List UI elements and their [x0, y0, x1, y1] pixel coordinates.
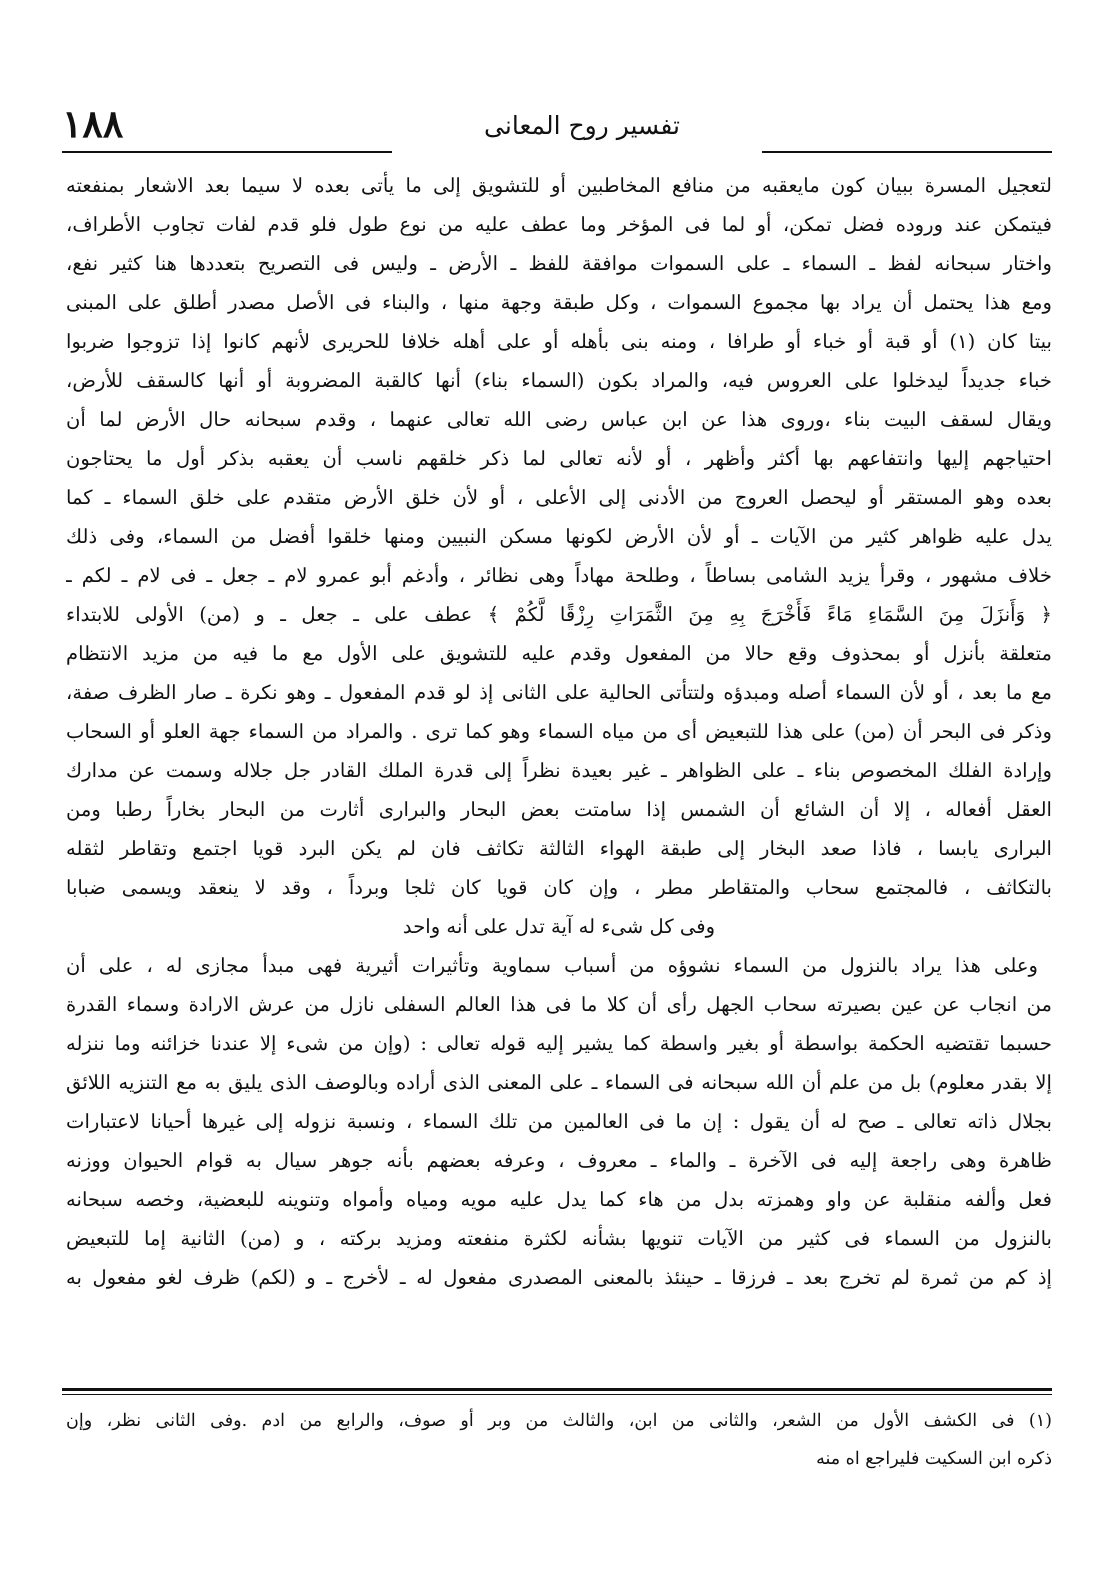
- text-line: إلا بقدر معلوم) بل من علم أن الله سبحانه فى السماء ـ على المعنى الذى أراده وبالوصف الذى يليق به مع التنزيه اللائق: [66, 1071, 1052, 1094]
- footnotes: [66, 1402, 1052, 1478]
- text-line: البرارى يابسا ، فاذا صعد البخار إلى طبقة الهواء الثالثة تكاثف فان لم يكن البرد قويا اجتمع وتقاطر لثقله: [66, 837, 1052, 860]
- text-line: من انجاب عن عين بصيرته سحاب الجهل رأى أن كلا ما فى هذا العالم السفلى نازل من عرش الارادة وسماء القدرة: [66, 993, 1052, 1016]
- text-line: بعده وهو المستقر أو ليحصل العروج من الأدنى إلى الأعلى ، أو لأن خلق الأرض متقدم على خلق السماء ـ كما: [66, 486, 1052, 509]
- text-line: يدل عليه ظواهر كثير من الآيات ـ أو لأن الأرض لكونها مسكن النبيين ومنها خلقوا أفضل من السماء، وفى ذلك: [66, 525, 1052, 548]
- text-line: وإرادة الفلك المخصوص بناء ـ على الظواهر ـ غير بعيدة نظراً إلى قدرة الملك القادر جل جلاله وسمت عن مدارك: [66, 759, 1052, 782]
- page-number: ١٨٨: [62, 101, 124, 146]
- text-line: خلاف مشهور ، وقرأ يزيد الشامى بساطاً ، وطلحة مهاداً وهى نظائر ، وأدغم أبو عمرو لام ـ جعل ـ فى لام ـ لكم ـ: [66, 564, 1052, 587]
- running-title: تفسير روح المعانى: [484, 111, 680, 140]
- text-line: فعل وألفه منقلبة عن واو وهمزته بدل من هاء كما يدل عليه مويه ومياه وأمواه وتنوينه للبعضية، وخصه سبحانه: [66, 1188, 1052, 1211]
- header-rule-right: [762, 151, 1052, 153]
- text-line: لتعجيل المسرة ببيان كون مايعقبه من منافع المخاطبين أو للتشويق إلى ما يأتى بعده لا سيما بعد الاشعار بمنفعته: [66, 174, 1052, 197]
- footnote-line: ذكره ابن السكيت فليراجع اه منه: [816, 1449, 1052, 1469]
- text-line: بالنزول من السماء فى كثير من الآيات تنويها بشأنه لكثرة منفعته ومزيد بركته ، و (من) الثانية إما للتبعيض: [66, 1227, 1052, 1250]
- poetry-verse-line: وفى كل شىء له آية تدل على أنه واحد: [402, 915, 716, 938]
- text-line: بالتكاثف ، فالمجتمع سحاب والمتقاطر مطر ، وإن كان قويا كان ثلجا وبرداً ، وقد لا ينعقد ويسمى ضبابا: [66, 876, 1052, 899]
- footnote-separator: [62, 1388, 1052, 1395]
- text-line: بجلال ذاته تعالى ـ صح له أن يقول : إن ما فى العالمين من تلك السماء ، ونسبة نزوله إلى غيرها أحيانا لاعتبارات: [66, 1110, 1052, 1133]
- text-line: ويقال لسقف البيت بناء ،وروى هذا عن ابن عباس رضى الله تعالى عنهما ، وقدم سبحانه حال الأرض لما أن: [66, 408, 1052, 431]
- text-line: بيتا كان (١) أو قبة أو خباء أو طرافا ، ومنه بنى بأهله أو على أهله خلافا للحريرى لأنهم كانوا إذا تزوجوا ضربوا: [66, 330, 1052, 353]
- text-line: واختار سبحانه لفظ ـ السماء ـ على السموات موافقة للفظ ـ الأرض ـ وليس فى التصريح بتعددها هنا كثير نفع،: [66, 252, 1052, 275]
- text-line: العقل أفعاله ، إلا أن الشائع أن الشمس إذا سامتت بعض البحار والبرارى أثارت من البحار بخاراً رطبا ومن: [66, 798, 1052, 821]
- main-text: [66, 166, 1052, 1297]
- text-line: احتياجهم إليها وانتفاعهم بها أكثر وأظهر ، أو لأنه تعالى لما ذكر خلقهم ناسب أن يعقبه بذكر أول ما يحتاجون: [66, 447, 1052, 470]
- quran-verse-line: ﴿ وَأَنزَلَ مِنَ السَّمَاءِ مَاءً فَأَخْرَجَ بِهِ مِنَ الثَّمَرَاتِ رِزْقًا لَّكُمْ ﴾ عطف على ـ جعل ـ و (من) الأولى للابتداء: [66, 603, 1052, 626]
- text-line: فيتمكن عند وروده فضل تمكن، أو لما فى المؤخر وما عطف عليه من نوع طول فلو قدم لفات تجاوب الأطراف،: [66, 213, 1052, 236]
- page-header: [62, 95, 1052, 157]
- text-line: ومع هذا يحتمل أن يراد بها مجموع السموات ، وكل طبقة وجهة منها ، والبناء فى الأصل مصدر أطلق على المبنى: [66, 291, 1052, 314]
- text-line: مع ما بعد ، أو لأن السماء أصله ومبدؤه ولتتأتى الحالية على الثانى إذ لو قدم المفعول ـ وهو نكرة ـ صار الظرف صفة،: [66, 681, 1052, 704]
- text-line: متعلقة بأنزل أو بمحذوف وقع حالا من المفعول وقدم عليه للتشويق على الأول مع ما فيه من مزيد الانتظام: [66, 642, 1052, 665]
- text-line: خباء جديداً ليدخلوا على العروس فيه، والمراد بكون (السماء بناء) أنها كالقبة المضروبة أو أنها كالسقف للأرض،: [66, 369, 1052, 392]
- text-line: إذ كم من ثمرة لم تخرج بعد ـ فرزقا ـ حينئذ بالمعنى المصدرى مفعول له ـ لأخرج ـ و (لكم) ظرف لغو مفعول به: [66, 1266, 1052, 1289]
- footnote-line: (١) فى الكشف الأول من الشعر، والثانى من ابن، والثالث من وبر أو صوف، والرابع من ادم .وفى الثانى نظر، وإن: [66, 1411, 1052, 1431]
- header-rule-left: [62, 151, 392, 153]
- text-line: ظاهرة وهى راجعة إليه فى الآخرة ـ والماء ـ معروف ، وعرفه بعضهم بأنه جوهر سيال به قوام الحيوان ووزنه: [66, 1149, 1052, 1172]
- text-line: وذكر فى البحر أن (من) على هذا للتبعيض أى من مياه السماء وهو كما ترى . والمراد من السماء جهة العلو أو السحاب: [66, 720, 1052, 743]
- text-line: وعلى هذا يراد بالنزول من السماء نشوؤه من أسباب سماوية وتأثيرات أثيرية فهى مبدأ مجازى له ، على أن: [66, 954, 1038, 977]
- footnote-rule-thick: [62, 1388, 1052, 1391]
- text-line: حسبما تقتضيه الحكمة بواسطة أو بغير واسطة كما يشير إليه قوله تعالى : (وإن من شىء إلا عندنا خزائنه وما ننزله: [66, 1032, 1052, 1055]
- footnote-rule-thin: [62, 1394, 1052, 1395]
